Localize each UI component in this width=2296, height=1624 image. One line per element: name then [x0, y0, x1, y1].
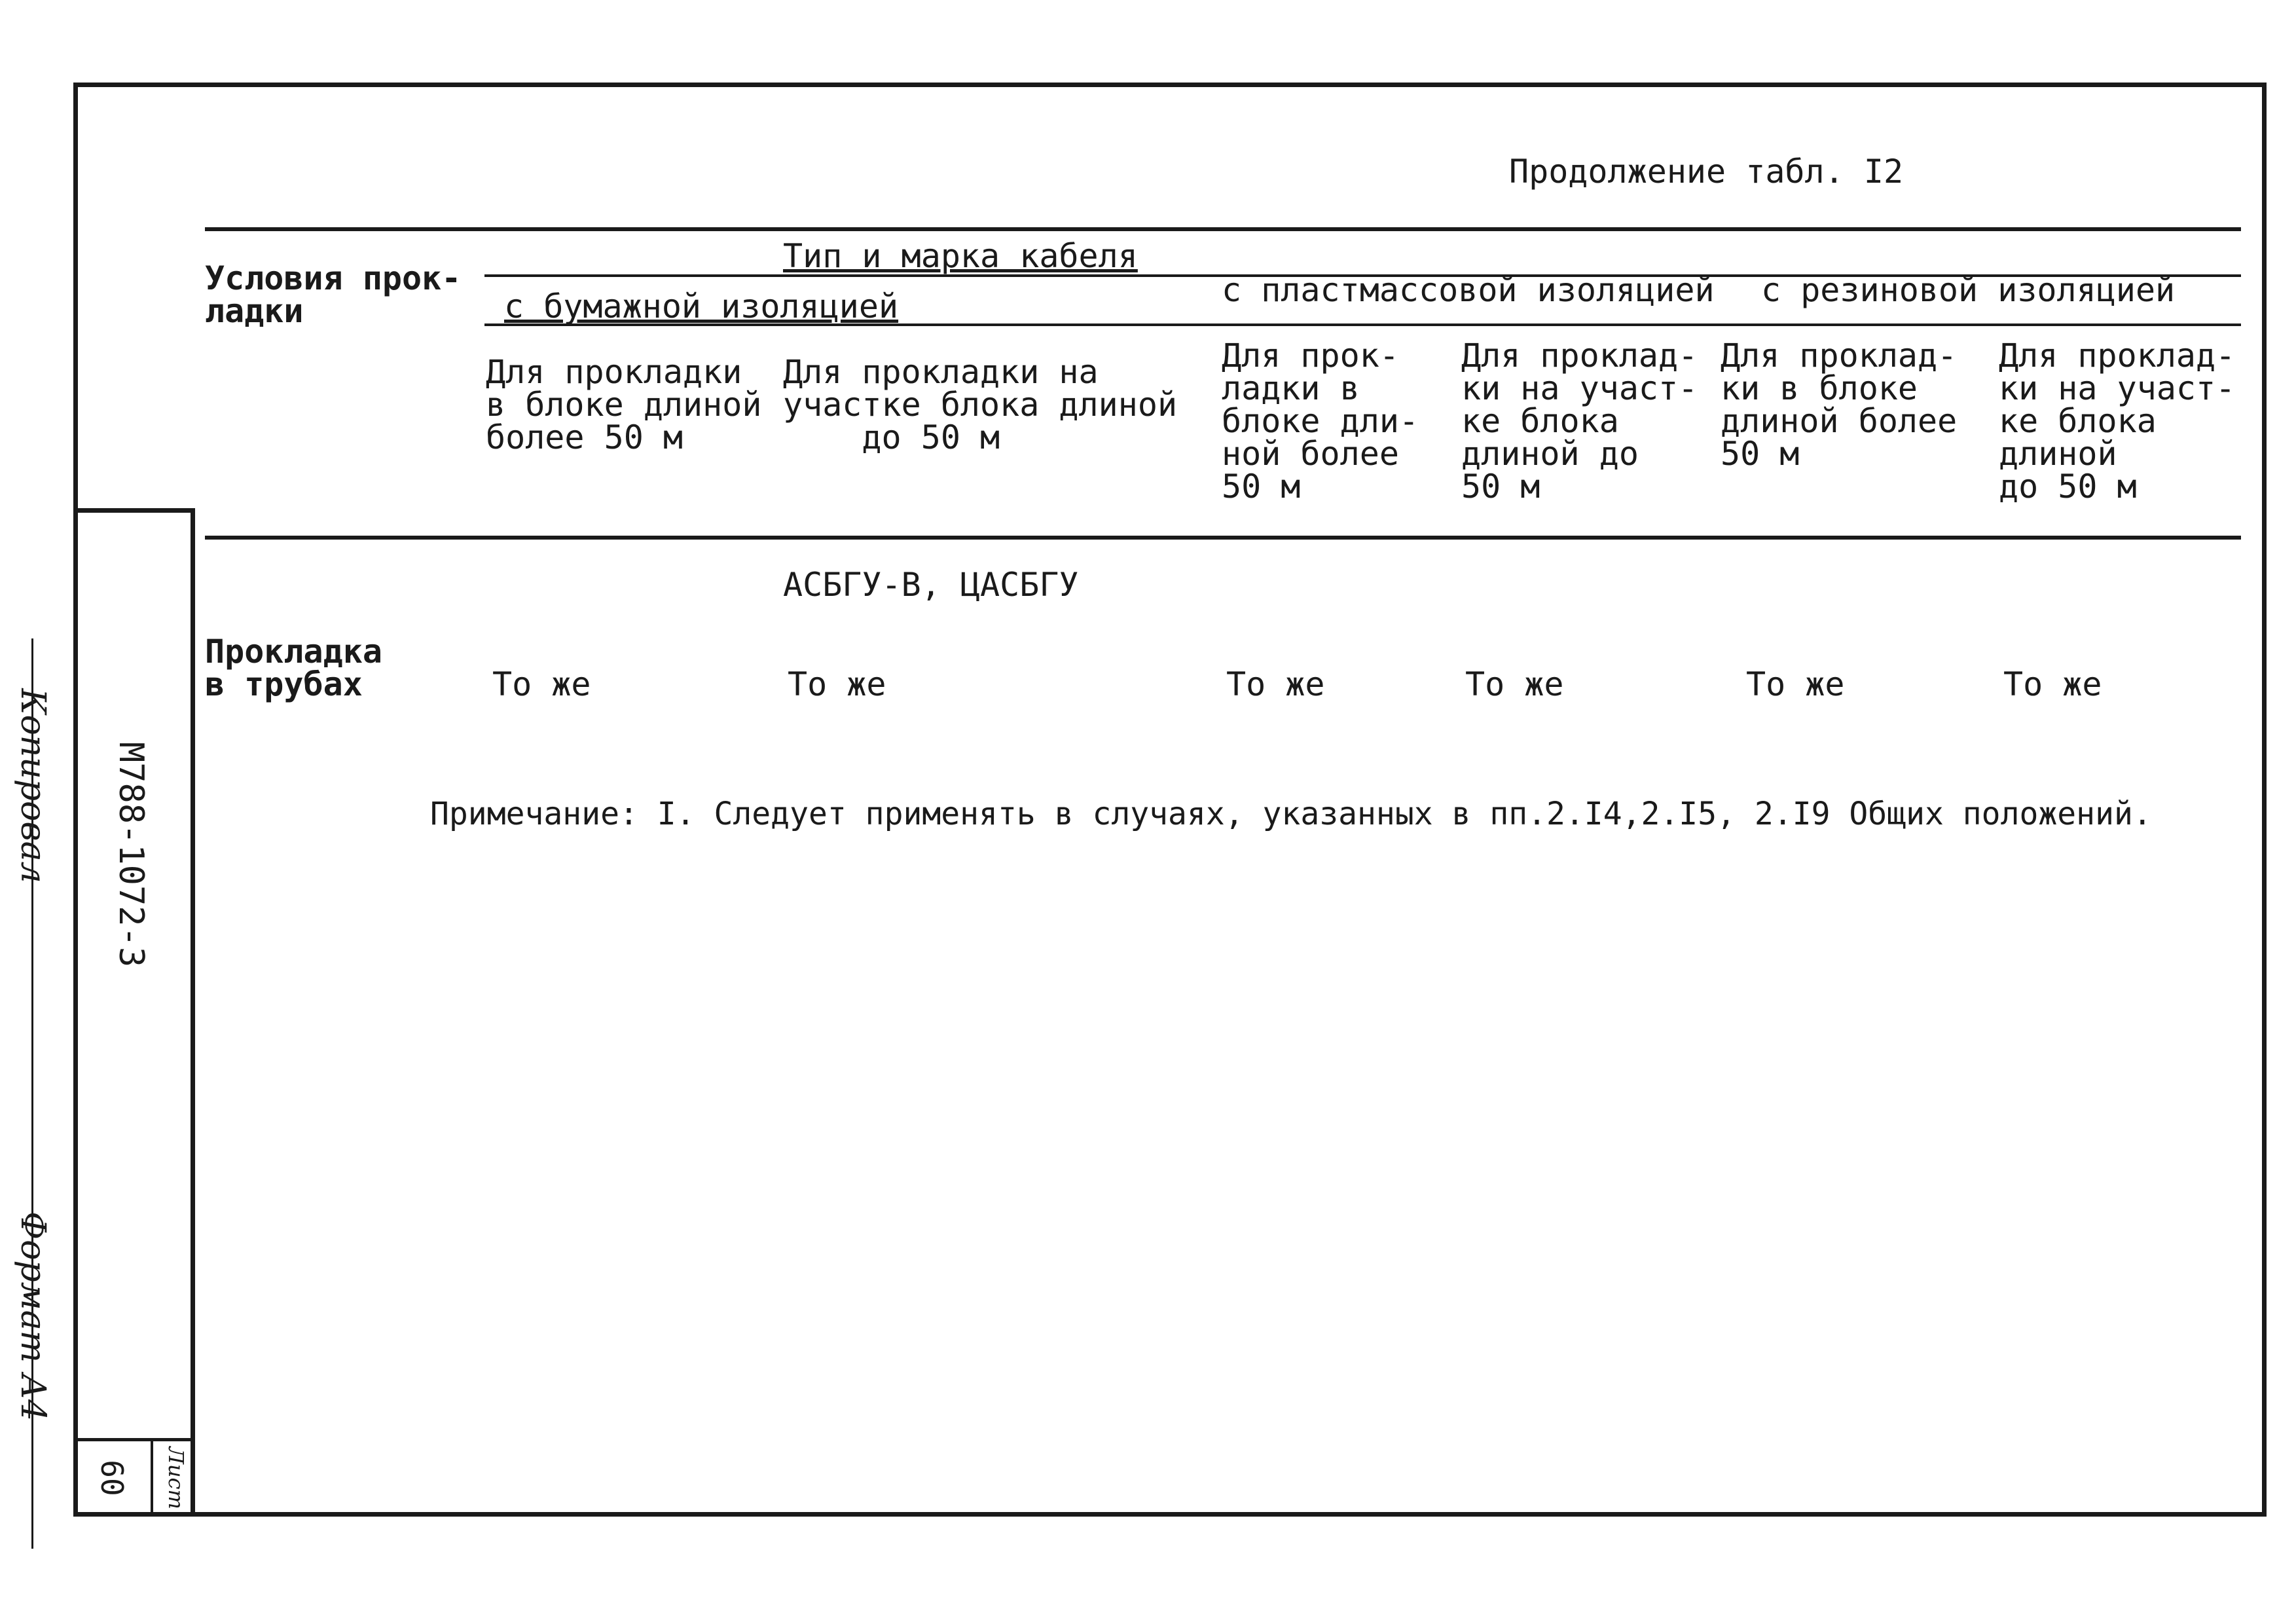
margin-line [31, 638, 33, 1549]
table-note: Примечание: I. Следует применять в случаях, указанных в пп.2.I4,2.I5, 2.I9 Общих положений. [430, 796, 2152, 832]
column-header-5: Для проклад- ки в блоке длиной более 50 м [1721, 337, 1958, 473]
table-top-rule [205, 227, 2241, 231]
stamp-divider [73, 1438, 195, 1441]
stamp-column [73, 508, 195, 1517]
rubber-insulation-header: с резиновой изоляцией [1761, 271, 2176, 309]
plastic-insulation-header: с пластмассовой изоляцией [1222, 271, 1715, 309]
cable-brand: АСБГУ-В, ЦАСБГУ [783, 566, 1079, 604]
column-header-1: Для прокладки в блоке длиной более 50 м [486, 353, 762, 456]
column-header-6: Для проклад- ки на участ- ке блока длиной до 50 м [1999, 337, 2236, 506]
format-label: Формат А4 [13, 1211, 52, 1422]
row-value-2: То же [788, 665, 886, 703]
sheet-number: 60 [94, 1460, 130, 1496]
paper-insulation-header: с бумажной изоляцией [504, 287, 899, 325]
column-header-4: Для проклад- ки на участ- ке блока длиной до 50 м [1461, 337, 1698, 506]
header-bottom-rule [205, 536, 2241, 540]
table-continuation-title: Продолжение табл. I2 [1509, 153, 1904, 191]
row-condition: Прокладка в трубах [205, 633, 382, 703]
row-value-6: То же [2003, 665, 2102, 703]
column-header-2: Для прокладки на участке блока длиной до 50 м [783, 353, 1178, 456]
sheet-label: Лист [164, 1447, 189, 1509]
copied-by-label: Копировал [13, 688, 52, 883]
row-value-1: То же [492, 665, 591, 703]
row-value-4: То же [1465, 665, 1564, 703]
document-code: М788-1072-3 [111, 741, 151, 968]
stub-header: Условия прок- ладки [205, 259, 462, 330]
group-header: Тип и марка кабеля [783, 237, 1138, 275]
column-header-3: Для прок- ладки в блоке дли- ной более 50 м [1222, 337, 1419, 506]
row-value-3: То же [1226, 665, 1325, 703]
stamp-divider-vertical [151, 1438, 153, 1517]
row-value-5: То же [1746, 665, 1845, 703]
